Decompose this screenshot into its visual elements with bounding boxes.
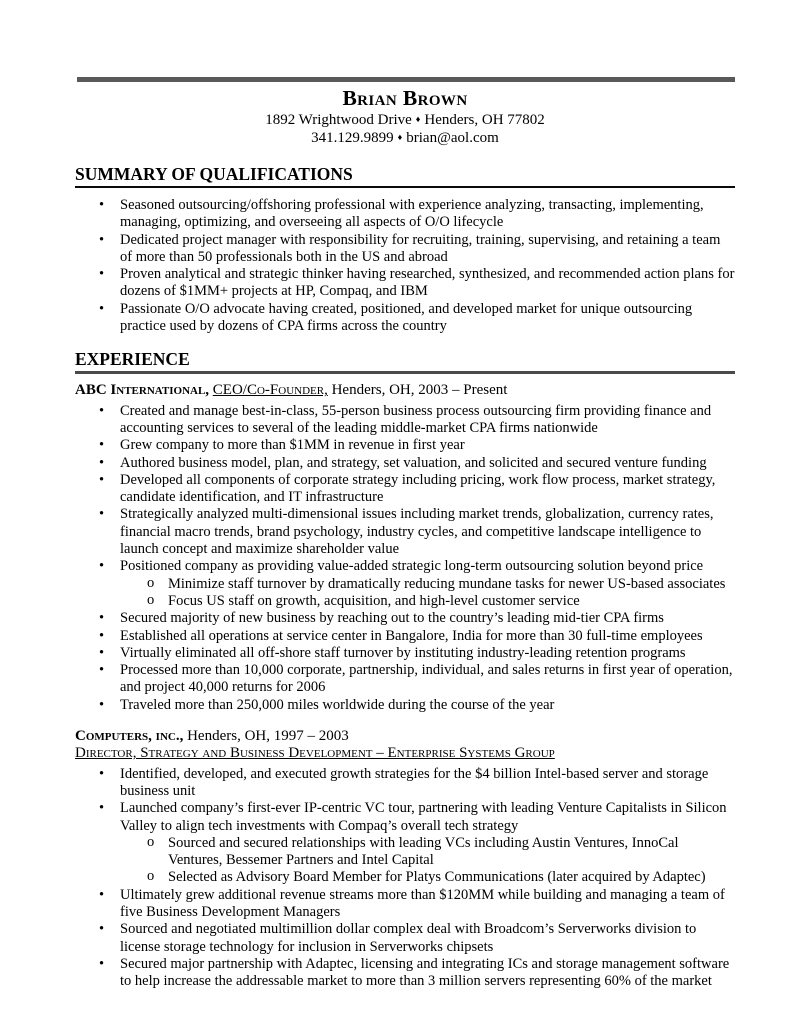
sub-list-item [75,869,735,886]
bullet-text: Dedicated project manager with responsibility for recruiting, training, supervising, and retaining a team of more than 50 professionals both in the US and abroad [120,231,721,265]
list-item [75,766,735,801]
list-item [75,610,735,627]
list-item [75,301,735,336]
list-item [75,697,735,714]
bullet-icon: • [99,696,105,713]
bullet-icon: • [99,402,105,419]
candidate-name: Brian Brown [342,86,468,110]
summary-section [75,164,735,335]
bullet-text: Strategically analyzed multi-dimensional issues including market trends, globalization, currency rates, financial macro trends, brand psychology, industry cycles, and competitive landscape intelligence to launch concept and maximize shareholder value [120,506,714,558]
bullet-icon: • [99,558,105,575]
bullet-text: Developed all components of corporate strategy including pricing, work flow process, market strategy, candidate identification, and IT infrastructure [120,471,716,506]
job-title: CEO/Co-Founder, [212,382,328,399]
top-divider [77,77,735,82]
job-header [75,728,735,745]
summary-heading: SUMMARY OF QUALIFICATIONS [75,164,735,188]
bullet-icon: • [99,266,105,283]
list-item [75,437,735,454]
circle-bullet-icon: o [147,868,155,885]
job-entry [75,728,735,990]
bullet-text: Grew company to more than $1MM in revenue in first year [120,437,465,454]
street-address: 1892 Wrightwood Drive [265,112,412,128]
location-dates: Henders, OH, 1997 – 2003 [187,728,349,745]
bullet-icon: • [99,765,105,782]
bullet-icon: • [99,300,105,317]
summary-list [75,197,735,335]
list-item [75,662,735,697]
bullet-text: Authored business model, plan, and strategy, set valuation, and solicited and secured venture funding [120,454,707,471]
circle-bullet-icon: o [147,574,155,591]
bullet-text: Passionate O/O advocate having created, positioned, and developed market for unique outsourcing practice used by dozens of CPA firms across the country [120,300,693,335]
list-item [75,506,735,558]
phone-email-line [75,129,735,147]
diamond-separator-icon: ♦ [415,114,421,124]
bullet-text: Established all operations at service center in Bangalore, India for more than 30 full-time employees [120,627,703,644]
list-item [75,628,735,645]
bullet-text: Sourced and secured relationships with leading VCs including Austin Ventures, InnoCal Ventures, Bessemer Partners and Intel Capital [168,834,679,869]
bullet-icon: • [99,610,105,627]
bullet-text: Virtually eliminated all off-shore staff turnover by instituting industry-leading retention programs [120,644,686,661]
bullet-text: Focus US staff on growth, acquisition, and high-level customer service [168,592,580,609]
list-item [75,921,735,956]
company-name: Computers, inc., [75,728,184,745]
list-item [75,558,735,575]
job-entry [75,382,735,714]
bullet-text: Sourced and negotiated multimillion dollar complex deal with Broadcom’s Serverworks division to license storage technology for inclusion in Serverworks chipsets [120,921,697,955]
bullet-icon: • [99,454,105,471]
bullet-text: Positioned company as providing value-added strategic long-term outsourcing solution beyond price [120,558,704,575]
bullet-icon: • [99,955,105,972]
list-item [75,645,735,662]
bullet-text: Seasoned outsourcing/offshoring professional with experience analyzing, transacting, implementing, managing, optimizing, and overseeing all aspects of O/O lifecycle [120,197,704,231]
bullet-icon: • [99,644,105,661]
sub-list-item [75,576,735,593]
bullet-text: Secured major partnership with Adaptec, licensing and integrating ICs and storage management software to help increase the addressable market to more than 3 million servers representing 60% of the market [120,955,730,990]
list-item [75,800,735,835]
circle-bullet-icon: o [147,591,155,608]
list-item [75,455,735,472]
job-bullet-list [75,766,735,991]
bullet-icon: • [99,437,105,454]
job-header [75,382,735,399]
company-name: ABC International, [75,382,210,399]
bullet-text: Traveled more than 250,000 miles worldwide during the course of the year [120,696,555,713]
bullet-icon: • [99,886,105,903]
diamond-separator-icon: ♦ [397,132,403,142]
bullet-text: Identified, developed, and executed growth strategies for the $4 billion Intel-based server and storage business unit [120,765,709,799]
bullet-text: Created and manage best-in-class, 55-person business process outsourcing firm providing finance and accounting services to several of the leading middle-market CPA firms nationwide [120,402,712,436]
bullet-text: Minimize staff turnover by dramatically reducing mundane tasks for newer US-based associates [168,575,726,592]
job-bullet-list [75,403,735,714]
bullet-icon: • [99,800,105,817]
bullet-icon: • [99,662,105,679]
bullet-text: Launched company’s first-ever IP-centric VC tour, partnering with leading Venture Capitalists in Silicon Valley to align tech investments with Compaq’s overall tech strategy [120,800,727,834]
circle-bullet-icon: o [147,833,155,850]
job-title: Director, Strategy and Business Development – Enterprise Systems Group [75,745,555,762]
bullet-icon: • [99,231,105,248]
list-item [75,472,735,507]
list-item [75,266,735,301]
bullet-text: Selected as Advisory Board Member for Platys Communications (later acquired by Adaptec) [168,869,706,886]
address-line [75,111,735,129]
email-address: brian@aol.com [406,130,499,146]
bullet-icon: • [99,921,105,938]
list-item [75,403,735,438]
bullet-text: Proven analytical and strategic thinker having researched, synthesized, and recommended action plans for dozens of $1MM+ projects at HP, Compaq, and IBM [120,266,735,300]
experience-heading: EXPERIENCE [75,349,735,374]
bullet-text: Ultimately grew additional revenue streams more than $120MM while building and managing a team of five Business Development Managers [120,886,725,920]
experience-section [75,349,735,990]
bullet-text: Processed more than 10,000 corporate, partnership, individual, and sales returns in first year of operation, and project 40,000 returns for 2006 [120,662,733,696]
list-item [75,197,735,232]
list-item [75,956,735,991]
bullet-icon: • [99,471,105,488]
sub-list-item [75,835,735,870]
list-item [75,887,735,922]
bullet-icon: • [99,627,105,644]
resume-header [75,86,735,147]
bullet-icon: • [99,506,105,523]
phone-number: 341.129.9899 [311,130,394,146]
city-state-zip: Henders, OH 77802 [424,112,545,128]
bullet-icon: • [99,197,105,213]
list-item [75,232,735,267]
location-dates: Henders, OH, 2003 – Present [331,382,508,399]
bullet-text: Secured majority of new business by reaching out to the country’s leading mid-tier CPA firms [120,610,664,627]
sub-list-item [75,593,735,610]
